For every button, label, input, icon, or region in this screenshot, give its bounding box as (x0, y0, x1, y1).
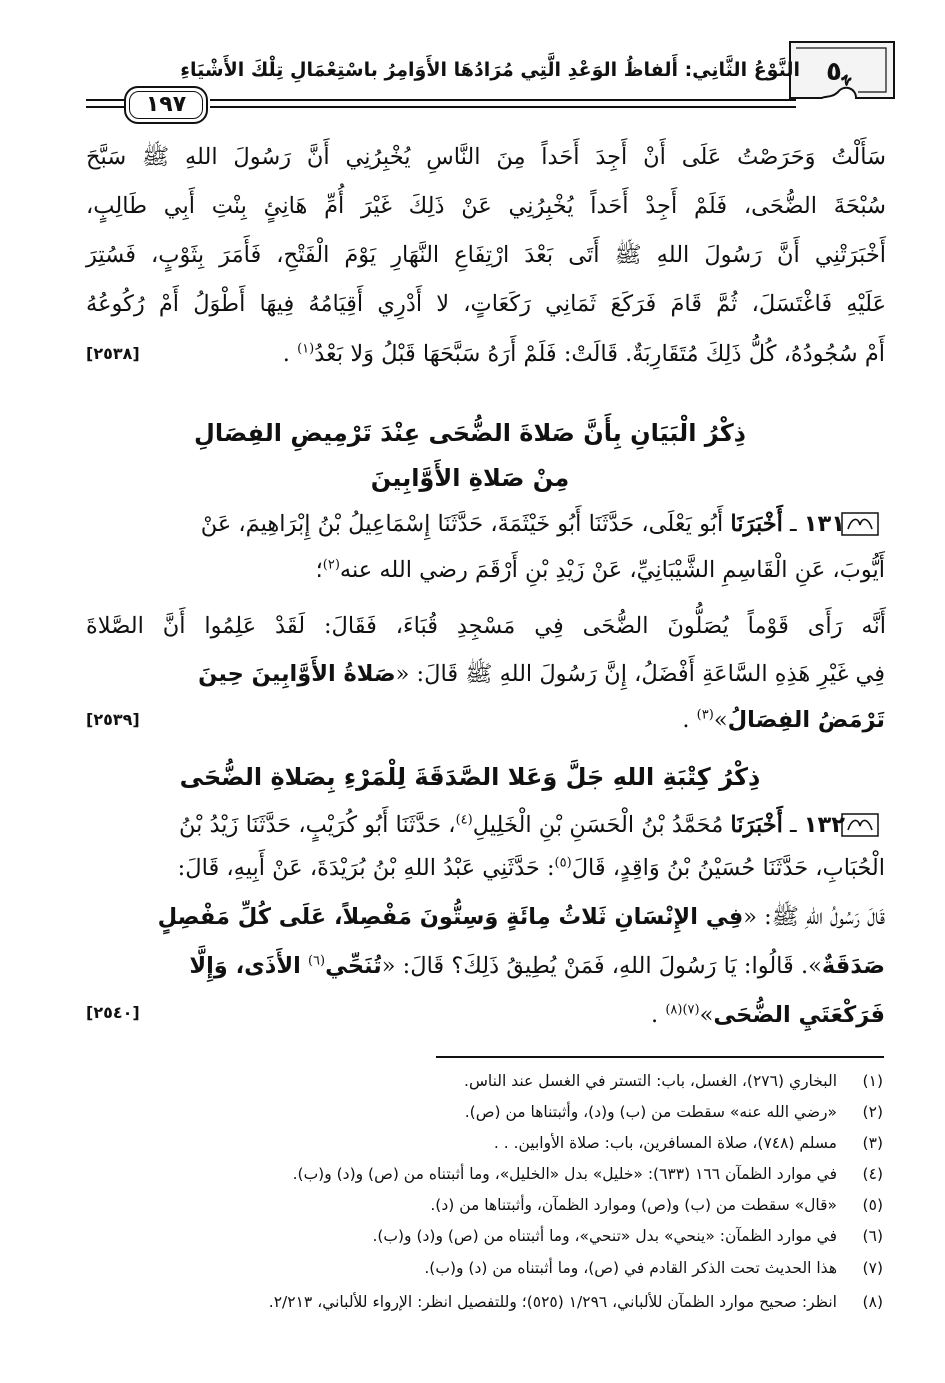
hadith-ref-2540: [٢٥٤٠] (86, 1003, 140, 1022)
akhbarana-label: أَخْبَرَنَا (730, 511, 783, 537)
hadith-132-text-line-3: فَرَكْعَتَيِ الضُّحَى»$^{(٧)(٨)}$ . (651, 1002, 885, 1028)
hadith-132-text-line-2 (189, 943, 885, 989)
hadith-131-text-line-3: تَرْمَضُ الفِصَالُ»$^{(٣)}$ . (682, 707, 885, 733)
hadith-131-text-3-end: » (713, 707, 728, 733)
footnote-text: في موارد الظمآن ١٦٦ (٦٣٣): «خليل» بدل «الخليل»، وما أثبتناه من (ص) و(د) و(ب). (292, 1165, 837, 1183)
hadith-131-isnad-line-2 (316, 547, 885, 593)
footnote-number: (١) (862, 1072, 883, 1090)
hadith-131-text-2-plain: فِي غَيْرِ هَذِهِ السَّاعَةِ أَفْضَلُ، إِنَّ رَسُولَ اللهِ ﷺ قَالَ: « (395, 661, 885, 687)
footnote-number: (٤) (862, 1165, 883, 1183)
hadith-132-text-2-bold-b: تُنَحِّي (325, 953, 382, 979)
isnad-132-line-2a: الْحُبَابِ، حَدَّثَنَا حُسَيْنُ بْنُ وَاقِدٍ، قَالَ (571, 855, 885, 881)
footnote-number: (٨) (862, 1293, 883, 1311)
footnote-mark-5: (٥) (554, 855, 572, 871)
hadith-132-text-3-bold: فَرَكْعَتَيِ الضُّحَى (713, 1002, 885, 1028)
footnote-7 (103, 1255, 883, 1281)
section-heading-1a: ذِكْرُ الْبَيَانِ بِأَنَّ صَلاةَ الضُّحَى عِنْدَ تَرْمِيضِ الفِصَالِ (194, 419, 746, 447)
footnote-number: (٦) (862, 1227, 883, 1245)
hadith-marker-icon (840, 511, 880, 537)
footnote-6 (103, 1223, 883, 1249)
hadith-ref-2539: [٢٥٣٩] (86, 710, 140, 729)
isnad-132-line-1b: ، حَدَّثَنَا أَبُو كُرَيْبٍ، حَدَّثَنَا زَيْدُ بْنُ (178, 812, 456, 838)
intro-line-5-text: أَمْ سُجُودُهُ، كُلُّ ذَلِكَ مُتَقَارِبَةٌ. قَالَتْ: فَلَمْ أَرَهُ سَبَّحَهَا قَبْلُ وَلا بَعْدُ (314, 341, 885, 367)
footnote-mark-7-8: (٧)(٨) (665, 1002, 700, 1018)
footnote-mark-3: (٣) (696, 707, 714, 723)
hadith-132-text-2-plain: ». قَالُوا: يَا رَسُولَ اللهِ، فَمَنْ يُطِيقُ ذَلِكَ؟ قَالَ: « (381, 953, 822, 979)
isnad-132-line-2b: : حَدَّثَنِي عَبْدُ اللهِ بْنُ بُرَيْدَةَ، عَنْ أَبِيهِ، قَالَ: (177, 855, 555, 881)
footnote-number: (٧) (862, 1259, 883, 1277)
intro-line-1: سَأَلْتُ وَحَرَصْتُ عَلَى أَنْ أَجِدَ أَحَداً مِنَ النَّاسِ يُخْبِرُنِي أَنَّ رَسُولَ اللهِ ﷺ سَبَّحَ (86, 144, 886, 170)
isnad-132-line-1a: مُحَمَّدُ بْنُ الْحَسَنِ بْنِ الْخَلِيلِ (472, 812, 724, 838)
isnad-131-line-1: أَبُو يَعْلَى، حَدَّثَنَا أَبُو خَيْثَمَةَ، حَدَّثَنَا إِسْمَاعِيلُ بْنُ إِبْرَاهِيمَ، عَنْ (200, 511, 724, 537)
hadith-number-131: ١٣١ (803, 511, 845, 537)
footnote-2 (103, 1099, 883, 1125)
hadith-132-text-1-plain: قَالَ رَسُولُ اللهِ ﷺ: « (743, 904, 885, 930)
footnote-separator (436, 1056, 884, 1058)
hadith-132-text-2-bold-a: صَدَقَةٌ (821, 953, 885, 979)
footnote-mark-1: (١) (297, 341, 315, 357)
footnote-text: مسلم (٧٤٨)، صلاة المسافرين، باب: صلاة الأوابين. . . (493, 1134, 837, 1152)
hadith-number-132: ١٣٢ (803, 812, 845, 838)
footnote-mark-2: (٢) (322, 557, 340, 573)
isnad-131-line-2-end: ؛ (315, 557, 323, 583)
footnote-mark-6: (٦) (307, 953, 326, 969)
footnote-8 (103, 1289, 883, 1315)
hadith-131-text-line-1: أَنَّه رَأَى قَوْماً يُصَلُّونَ الضُّحَى فِي مَسْجِدِ قُبَاءَ، فَقَالَ: لَقَدْ عَلِمُوا أَنَّ الصَّلاةَ (86, 613, 886, 639)
hadith-132-isnad-line-1: ١٣٢ ـ أَخْبَرَنَا مُحَمَّدُ بْنُ الْحَسَنِ بْنِ الْخَلِيلِ$^{(٤)}$، حَدَّثَنَا أَبُو كُرَيْبٍ، حَدَّثَنَا زَيْدُ بْنُ (178, 812, 845, 838)
hadith-131-text-3-bold: تَرْمَضُ الفِصَالُ (727, 707, 885, 733)
hadith-132-text-1-bold: فِي الإِنْسَانِ ثَلاثُ مِائَةٍ وَسِتُّونَ مَفْصِلاً، عَلَى كُلِّ مَفْصِلٍ (157, 904, 744, 930)
hadith-132-text-2-bold-c: الأَذَى، وَإِلَّا (189, 953, 301, 979)
footnote-number: (٣) (862, 1134, 883, 1152)
footnote-3 (103, 1130, 883, 1156)
running-title: النَّوْعُ الثَّانِي: أَلفاظُ الوَعْدِ الَّتِي مُرَادُهَا الأَوَامِرُ باسْتِعْمَالِ تِلْكَ الأَشْيَاءِ (180, 59, 800, 81)
footnote-4 (103, 1161, 883, 1187)
hadith-131-text-line-2 (198, 651, 885, 697)
isnad-131-line-2: أَيُّوبَ، عَنِ الْقَاسِمِ الشَّيْبَانِيِّ، عَنْ زَيْدِ بْنِ أَرْقَمَ رضي الله عنه (339, 557, 885, 583)
footnote-text: «رضي الله عنه» سقطت من (ب) و(د)، وأثبتناها من (ص). (464, 1103, 837, 1121)
footnote-text: البخاري (٢٧٦)، الغسل، باب: التستر في الغسل عند الناس. (464, 1072, 837, 1090)
header-rule-left-top (86, 99, 124, 101)
hadith-132-text-3-end: » (699, 1002, 714, 1028)
hadith-ref-2538: [٢٥٣٨] (86, 344, 140, 363)
footnote-text: هذا الحديث تحت الذكر القادم في (ص)، وما أثبتناه من (د) و(ب). (424, 1259, 837, 1277)
footnote-text: انظر: صحيح موارد الظمآن للألباني، ١/٢٩٦ (٥٢٥)؛ وللتفصيل انظر: الإرواء للألباني، ٢/٢١٣. (268, 1293, 837, 1311)
intro-line-4: عَلَيْهِ فَاغْتَسَلَ، ثُمَّ قَامَ فَرَكَعَ ثَمَانِي رَكَعَاتٍ، لا أَدْرِي أَقِيَامُهُ فِيهَا أَطْوَلُ أَمْ رُكُوعُهُ (86, 291, 886, 317)
intro-line-3: أَخْبَرَتْنِي أَنَّ رَسُولَ اللهِ ﷺ أَتَى بَعْدَ ارْتِفَاعِ النَّهَارِ يَوْمَ الْفَتْحِ، فَأَمَرَ بِثَوْبٍ، فَسُتِرَ (86, 242, 886, 268)
footnote-text: في موارد الظمآن: «ينحي» بدل «تنحي»، وما أثبتناه من (ص) و(د) و(ب). (372, 1227, 837, 1245)
page-number: ١٩٧ (145, 92, 187, 117)
hadith-131-text-2-bold: صَلاةُ الأَوَّابِينَ حِينَ (198, 661, 396, 687)
hadith-132-text-line-1 (158, 894, 885, 940)
puzzle-corner-ornament-icon (786, 38, 898, 102)
svg-text:ﮩ٥: ﮩ٥ (826, 57, 851, 87)
hadith-132-isnad-line-2 (178, 845, 885, 891)
header-rule-bottom (210, 106, 796, 108)
hadith-marker-icon (840, 812, 880, 838)
footnote-1 (103, 1068, 883, 1094)
footnote-number: (٢) (862, 1103, 883, 1121)
footnote-number: (٥) (862, 1196, 883, 1214)
footnote-mark-4: (٤) (455, 812, 473, 828)
section-heading-1b: مِنْ صَلاةِ الأَوَّابِينَ (370, 464, 570, 492)
intro-line-5: أَمْ سُجُودُهُ، كُلُّ ذَلِكَ مُتَقَارِبَةٌ. قَالَتْ: فَلَمْ أَرَهُ سَبَّحَهَا قَبْلُ وَلا بَعْدُ$^{(١)}$ . (282, 341, 885, 367)
footnote-5 (103, 1192, 883, 1218)
section-heading-2: ذِكْرُ كِتْبَةِ اللهِ جَلَّ وَعَلا الصَّدَقَةَ لِلْمَرْءِ بِصَلاةِ الضُّحَى (179, 763, 761, 791)
hadith-131-isnad-line-1: ١٣١ ـ أَخْبَرَنَا أَبُو يَعْلَى، حَدَّثَنَا أَبُو خَيْثَمَةَ، حَدَّثَنَا إِسْمَاعِيلُ بْنُ إِبْرَاهِيمَ، عَنْ (200, 511, 845, 537)
header-rule-top (210, 99, 796, 101)
header-rule-left-bottom (86, 106, 124, 108)
intro-line-2: سُبْحَةَ الضُّحَى، فَلَمْ أَجِدْ أَحَداً يُخْبِرُنِي عَنْ ذَلِكَ غَيْرَ أُمِّ هَانِئٍ بِنْتِ أَبِي طَالِبٍ، (86, 193, 886, 219)
page-number-frame (124, 86, 208, 124)
footnote-text: «قال» سقطت من (ب) و(ص) وموارد الظمآن، وأثبتناها من (د). (430, 1196, 837, 1214)
akhbarana-label: أَخْبَرَنَا (730, 812, 783, 838)
